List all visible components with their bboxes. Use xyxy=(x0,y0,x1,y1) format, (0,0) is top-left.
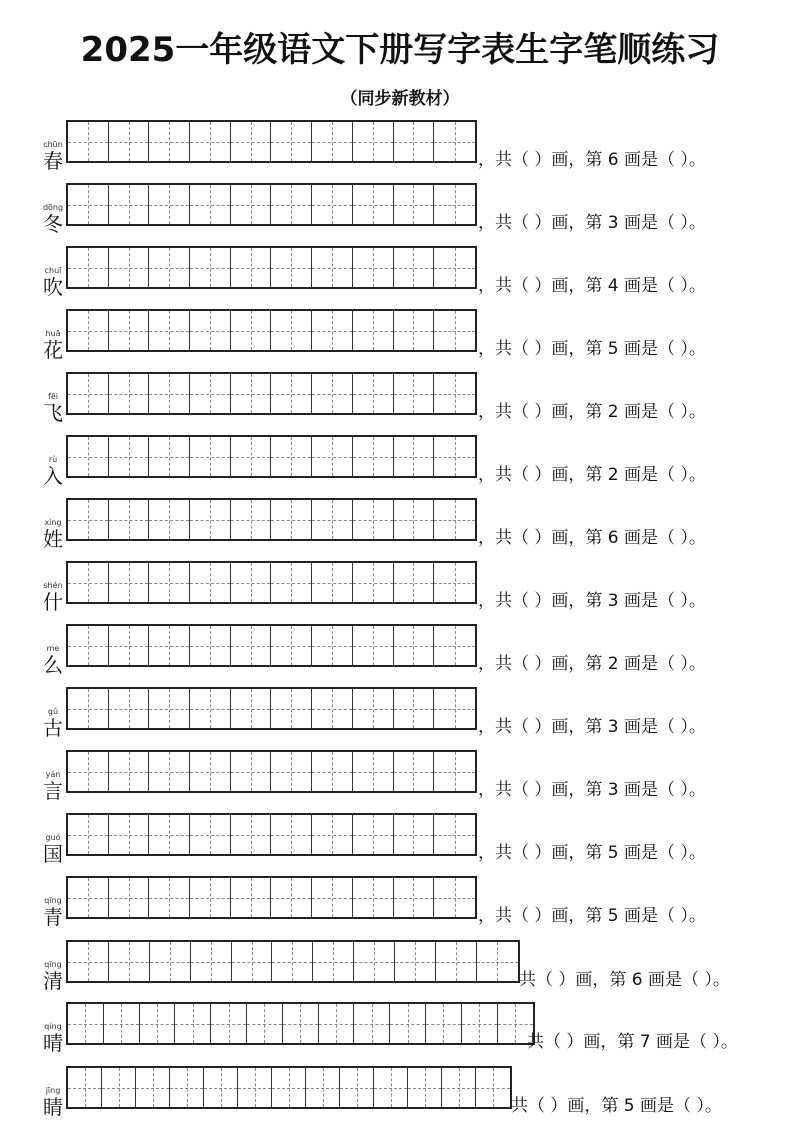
writing-cell[interactable] xyxy=(434,689,475,728)
writing-cell[interactable] xyxy=(426,1004,462,1043)
writing-cell[interactable] xyxy=(102,1068,136,1107)
writing-cell[interactable] xyxy=(434,185,475,224)
writing-cell[interactable] xyxy=(306,1068,340,1107)
writing-cell[interactable] xyxy=(434,500,475,539)
writing-cell[interactable] xyxy=(390,1004,426,1043)
practice-row xyxy=(0,435,800,488)
writing-cell[interactable] xyxy=(271,626,312,665)
practice-row xyxy=(0,120,800,173)
writing-cell[interactable] xyxy=(68,878,109,917)
writing-cell[interactable] xyxy=(190,500,231,539)
writing-cell[interactable] xyxy=(353,752,394,791)
writing-cell[interactable] xyxy=(149,311,190,350)
writing-cell[interactable] xyxy=(394,374,435,413)
writing-cell[interactable] xyxy=(394,878,435,917)
stroke-question: ，共（ ）画，第 6 画是（ ）。 xyxy=(478,150,706,170)
writing-cell[interactable] xyxy=(271,311,312,350)
writing-cell[interactable] xyxy=(394,689,435,728)
writing-cell[interactable] xyxy=(109,878,150,917)
hanzi-character: 飞 xyxy=(43,401,63,425)
hanzi-character: 么 xyxy=(43,653,63,677)
pinyin-label: gǔ xyxy=(47,707,59,716)
writing-cell[interactable] xyxy=(436,942,477,981)
writing-grid[interactable] xyxy=(66,372,477,415)
writing-cell[interactable] xyxy=(312,500,353,539)
writing-cell[interactable] xyxy=(109,626,150,665)
pinyin-label: shén xyxy=(43,581,63,590)
practice-row xyxy=(0,183,800,236)
writing-cell[interactable] xyxy=(354,942,395,981)
writing-cell[interactable] xyxy=(394,626,435,665)
writing-cell[interactable] xyxy=(312,122,353,161)
hanzi-character: 清 xyxy=(43,969,63,993)
writing-cell[interactable] xyxy=(109,374,150,413)
writing-cell[interactable] xyxy=(374,1068,408,1107)
pinyin-label: chūn xyxy=(43,140,63,149)
practice-row xyxy=(0,246,800,299)
writing-grid[interactable] xyxy=(66,940,520,983)
writing-cell[interactable] xyxy=(434,311,475,350)
writing-cell[interactable] xyxy=(271,563,312,602)
writing-grid[interactable] xyxy=(66,876,477,919)
writing-cell[interactable] xyxy=(271,248,312,287)
writing-cell[interactable] xyxy=(353,689,394,728)
writing-cell[interactable] xyxy=(408,1068,442,1107)
writing-cell[interactable] xyxy=(204,1068,238,1107)
writing-cell[interactable] xyxy=(190,815,231,854)
writing-cell[interactable] xyxy=(231,752,272,791)
writing-cell[interactable] xyxy=(109,689,150,728)
pinyin-label: dōng xyxy=(42,203,64,212)
writing-cell[interactable] xyxy=(476,1068,510,1107)
practice-row xyxy=(0,940,800,993)
writing-cell[interactable] xyxy=(353,311,394,350)
stroke-question: 共（ ）画，第 7 画是（ ）。 xyxy=(527,1032,738,1052)
writing-cell[interactable] xyxy=(109,815,150,854)
writing-cell[interactable] xyxy=(271,437,312,476)
writing-cell[interactable] xyxy=(353,563,394,602)
pinyin-label: qīng xyxy=(44,960,62,969)
pinyin-label: xìng xyxy=(44,518,62,527)
pinyin-label: qīng xyxy=(44,896,62,905)
writing-cell[interactable] xyxy=(68,626,109,665)
writing-cell[interactable] xyxy=(353,500,394,539)
writing-cell[interactable] xyxy=(312,563,353,602)
writing-cell[interactable] xyxy=(271,878,312,917)
stroke-question: ，共（ ）画，第 3 画是（ ）。 xyxy=(478,591,706,611)
hanzi-character: 国 xyxy=(43,842,63,866)
writing-cell[interactable] xyxy=(109,942,150,981)
stroke-question: ，共（ ）画，第 3 画是（ ）。 xyxy=(478,780,706,800)
writing-cell[interactable] xyxy=(313,942,354,981)
writing-cell[interactable] xyxy=(109,185,150,224)
practice-row xyxy=(0,1066,800,1119)
writing-cell[interactable] xyxy=(312,374,353,413)
stroke-question: ，共（ ）画，第 3 画是（ ）。 xyxy=(478,717,706,737)
writing-cell[interactable] xyxy=(312,752,353,791)
writing-cell[interactable] xyxy=(394,185,435,224)
page-title: 2025一年级语文下册写字表生字笔顺练习 xyxy=(80,30,720,70)
stroke-question: ，共（ ）画，第 5 画是（ ）。 xyxy=(478,906,706,926)
writing-grid[interactable] xyxy=(66,1002,535,1045)
writing-grid[interactable] xyxy=(66,624,477,667)
writing-cell[interactable] xyxy=(232,942,273,981)
practice-row xyxy=(0,309,800,362)
writing-cell[interactable] xyxy=(68,563,109,602)
pinyin-label: guó xyxy=(45,833,61,842)
writing-cell[interactable] xyxy=(109,500,150,539)
stroke-question: ，共（ ）画，第 5 画是（ ）。 xyxy=(478,339,706,359)
writing-cell[interactable] xyxy=(149,563,190,602)
writing-cell[interactable] xyxy=(247,1004,283,1043)
writing-cell[interactable] xyxy=(394,815,435,854)
writing-cell[interactable] xyxy=(149,500,190,539)
writing-grid[interactable] xyxy=(66,120,477,163)
writing-grid[interactable] xyxy=(66,750,477,793)
writing-cell[interactable] xyxy=(68,815,109,854)
writing-cell[interactable] xyxy=(149,122,190,161)
hanzi-character: 入 xyxy=(43,464,63,488)
writing-cell[interactable] xyxy=(68,248,109,287)
hanzi-character: 春 xyxy=(43,149,63,173)
pinyin-label: yán xyxy=(45,770,61,779)
writing-cell[interactable] xyxy=(149,689,190,728)
writing-cell[interactable] xyxy=(149,815,190,854)
hanzi-character: 晴 xyxy=(43,1031,63,1055)
pinyin-label: qíng xyxy=(44,1022,62,1031)
writing-cell[interactable] xyxy=(353,374,394,413)
writing-cell[interactable] xyxy=(231,437,272,476)
writing-cell[interactable] xyxy=(231,500,272,539)
writing-grid[interactable] xyxy=(66,309,477,352)
practice-row xyxy=(0,750,800,803)
writing-cell[interactable] xyxy=(149,248,190,287)
writing-cell[interactable] xyxy=(271,374,312,413)
writing-cell[interactable] xyxy=(434,626,475,665)
writing-cell[interactable] xyxy=(354,1004,390,1043)
writing-cell[interactable] xyxy=(190,878,231,917)
practice-row xyxy=(0,498,800,551)
stroke-question: ，共（ ）画，第 3 画是（ ）。 xyxy=(478,213,706,233)
writing-cell[interactable] xyxy=(170,1068,204,1107)
writing-cell[interactable] xyxy=(231,563,272,602)
writing-cell[interactable] xyxy=(353,248,394,287)
writing-cell[interactable] xyxy=(175,1004,211,1043)
writing-cell[interactable] xyxy=(434,878,475,917)
writing-cell[interactable] xyxy=(190,311,231,350)
writing-cell[interactable] xyxy=(68,1068,102,1107)
stroke-question: ，共（ ）画，第 6 画是（ ）。 xyxy=(478,528,706,548)
writing-cell[interactable] xyxy=(434,248,475,287)
writing-cell[interactable] xyxy=(434,563,475,602)
writing-cell[interactable] xyxy=(68,122,109,161)
writing-cell[interactable] xyxy=(434,122,475,161)
writing-cell[interactable] xyxy=(312,311,353,350)
writing-cell[interactable] xyxy=(312,815,353,854)
writing-cell[interactable] xyxy=(272,942,313,981)
writing-cell[interactable] xyxy=(312,437,353,476)
writing-cell[interactable] xyxy=(231,311,272,350)
writing-cell[interactable] xyxy=(149,878,190,917)
writing-cell[interactable] xyxy=(353,815,394,854)
practice-row xyxy=(0,624,800,677)
writing-cell[interactable] xyxy=(68,500,109,539)
writing-cell[interactable] xyxy=(312,689,353,728)
pinyin-label: jīng xyxy=(45,1086,61,1095)
writing-cell[interactable] xyxy=(394,500,435,539)
writing-cell[interactable] xyxy=(136,1068,170,1107)
writing-cell[interactable] xyxy=(238,1068,272,1107)
writing-cell[interactable] xyxy=(150,942,191,981)
stroke-question: 共（ ）画，第 6 画是（ ）。 xyxy=(519,970,730,990)
practice-row xyxy=(0,561,800,614)
writing-cell[interactable] xyxy=(190,248,231,287)
writing-cell[interactable] xyxy=(271,122,312,161)
writing-cell[interactable] xyxy=(395,942,436,981)
writing-grid[interactable] xyxy=(66,1066,512,1109)
writing-cell[interactable] xyxy=(271,185,312,224)
writing-cell[interactable] xyxy=(68,374,109,413)
hanzi-character: 吹 xyxy=(43,275,63,299)
stroke-question: 共（ ）画，第 5 画是（ ）。 xyxy=(511,1096,722,1116)
writing-cell[interactable] xyxy=(340,1068,374,1107)
writing-cell[interactable] xyxy=(283,1004,319,1043)
hanzi-character: 花 xyxy=(43,338,63,362)
stroke-question: ，共（ ）画，第 2 画是（ ）。 xyxy=(478,402,706,422)
writing-cell[interactable] xyxy=(190,626,231,665)
writing-cell[interactable] xyxy=(190,752,231,791)
practice-row xyxy=(0,813,800,866)
writing-cell[interactable] xyxy=(190,563,231,602)
writing-cell[interactable] xyxy=(231,878,272,917)
writing-cell[interactable] xyxy=(271,689,312,728)
writing-cell[interactable] xyxy=(149,185,190,224)
writing-cell[interactable] xyxy=(394,311,435,350)
writing-cell[interactable] xyxy=(271,752,312,791)
writing-cell[interactable] xyxy=(394,563,435,602)
writing-cell[interactable] xyxy=(312,248,353,287)
writing-cell[interactable] xyxy=(231,374,272,413)
writing-cell[interactable] xyxy=(149,752,190,791)
writing-cell[interactable] xyxy=(109,437,150,476)
writing-cell[interactable] xyxy=(271,815,312,854)
pinyin-label: huā xyxy=(45,329,61,338)
writing-cell[interactable] xyxy=(190,437,231,476)
writing-cell[interactable] xyxy=(353,122,394,161)
hanzi-character: 姓 xyxy=(43,527,63,551)
writing-cell[interactable] xyxy=(312,185,353,224)
pinyin-label: fēi xyxy=(48,392,58,401)
writing-cell[interactable] xyxy=(109,563,150,602)
writing-cell[interactable] xyxy=(434,752,475,791)
writing-cell[interactable] xyxy=(312,878,353,917)
writing-cell[interactable] xyxy=(68,752,109,791)
hanzi-character: 古 xyxy=(43,716,63,740)
writing-cell[interactable] xyxy=(353,437,394,476)
writing-cell[interactable] xyxy=(68,437,109,476)
pinyin-label: chuī xyxy=(44,266,62,275)
writing-cell[interactable] xyxy=(434,374,475,413)
writing-cell[interactable] xyxy=(353,626,394,665)
pinyin-label: me xyxy=(46,644,60,653)
stroke-question: ，共（ ）画，第 2 画是（ ）。 xyxy=(478,465,706,485)
writing-cell[interactable] xyxy=(109,122,150,161)
hanzi-character: 睛 xyxy=(43,1095,63,1119)
practice-row xyxy=(0,372,800,425)
writing-grid[interactable] xyxy=(66,561,477,604)
writing-cell[interactable] xyxy=(68,942,109,981)
writing-cell[interactable] xyxy=(434,815,475,854)
writing-cell[interactable] xyxy=(68,185,109,224)
writing-cell[interactable] xyxy=(211,1004,247,1043)
writing-cell[interactable] xyxy=(109,248,150,287)
writing-cell[interactable] xyxy=(319,1004,355,1043)
writing-cell[interactable] xyxy=(231,248,272,287)
pinyin-label: rù xyxy=(48,455,58,464)
writing-cell[interactable] xyxy=(190,689,231,728)
writing-cell[interactable] xyxy=(68,689,109,728)
page-subtitle: （同步新教材） xyxy=(340,89,460,109)
writing-grid[interactable] xyxy=(66,183,477,226)
writing-cell[interactable] xyxy=(104,1004,140,1043)
writing-cell[interactable] xyxy=(140,1004,176,1043)
writing-cell[interactable] xyxy=(231,185,272,224)
writing-cell[interactable] xyxy=(442,1068,476,1107)
writing-cell[interactable] xyxy=(190,374,231,413)
writing-cell[interactable] xyxy=(149,437,190,476)
writing-cell[interactable] xyxy=(191,942,232,981)
writing-cell[interactable] xyxy=(109,752,150,791)
writing-cell[interactable] xyxy=(231,815,272,854)
writing-cell[interactable] xyxy=(462,1004,498,1043)
writing-cell[interactable] xyxy=(68,311,109,350)
writing-cell[interactable] xyxy=(394,248,435,287)
writing-cell[interactable] xyxy=(109,311,150,350)
writing-cell[interactable] xyxy=(68,1004,104,1043)
writing-cell[interactable] xyxy=(149,374,190,413)
writing-cell[interactable] xyxy=(353,185,394,224)
writing-cell[interactable] xyxy=(394,437,435,476)
writing-cell[interactable] xyxy=(312,626,353,665)
writing-grid[interactable] xyxy=(66,246,477,289)
hanzi-character: 什 xyxy=(43,590,63,614)
practice-row xyxy=(0,876,800,929)
writing-cell[interactable] xyxy=(477,942,518,981)
writing-grid[interactable] xyxy=(66,813,477,856)
stroke-question: ，共（ ）画，第 5 画是（ ）。 xyxy=(478,843,706,863)
writing-cell[interactable] xyxy=(231,689,272,728)
writing-cell[interactable] xyxy=(190,185,231,224)
writing-cell[interactable] xyxy=(231,626,272,665)
writing-cell[interactable] xyxy=(149,626,190,665)
writing-cell[interactable] xyxy=(394,752,435,791)
hanzi-character: 言 xyxy=(43,779,63,803)
hanzi-character: 青 xyxy=(43,905,63,929)
stroke-question: ，共（ ）画，第 4 画是（ ）。 xyxy=(478,276,706,296)
hanzi-character: 冬 xyxy=(43,212,63,236)
writing-cell[interactable] xyxy=(190,122,231,161)
stroke-question: ，共（ ）画，第 2 画是（ ）。 xyxy=(478,654,706,674)
writing-grid[interactable] xyxy=(66,687,477,730)
writing-cell[interactable] xyxy=(271,500,312,539)
writing-cell[interactable] xyxy=(353,878,394,917)
writing-cell[interactable] xyxy=(394,122,435,161)
writing-cell[interactable] xyxy=(231,122,272,161)
practice-row xyxy=(0,1002,800,1055)
writing-cell[interactable] xyxy=(434,437,475,476)
practice-row xyxy=(0,687,800,740)
writing-grid[interactable] xyxy=(66,498,477,541)
writing-grid[interactable] xyxy=(66,435,477,478)
writing-cell[interactable] xyxy=(272,1068,306,1107)
